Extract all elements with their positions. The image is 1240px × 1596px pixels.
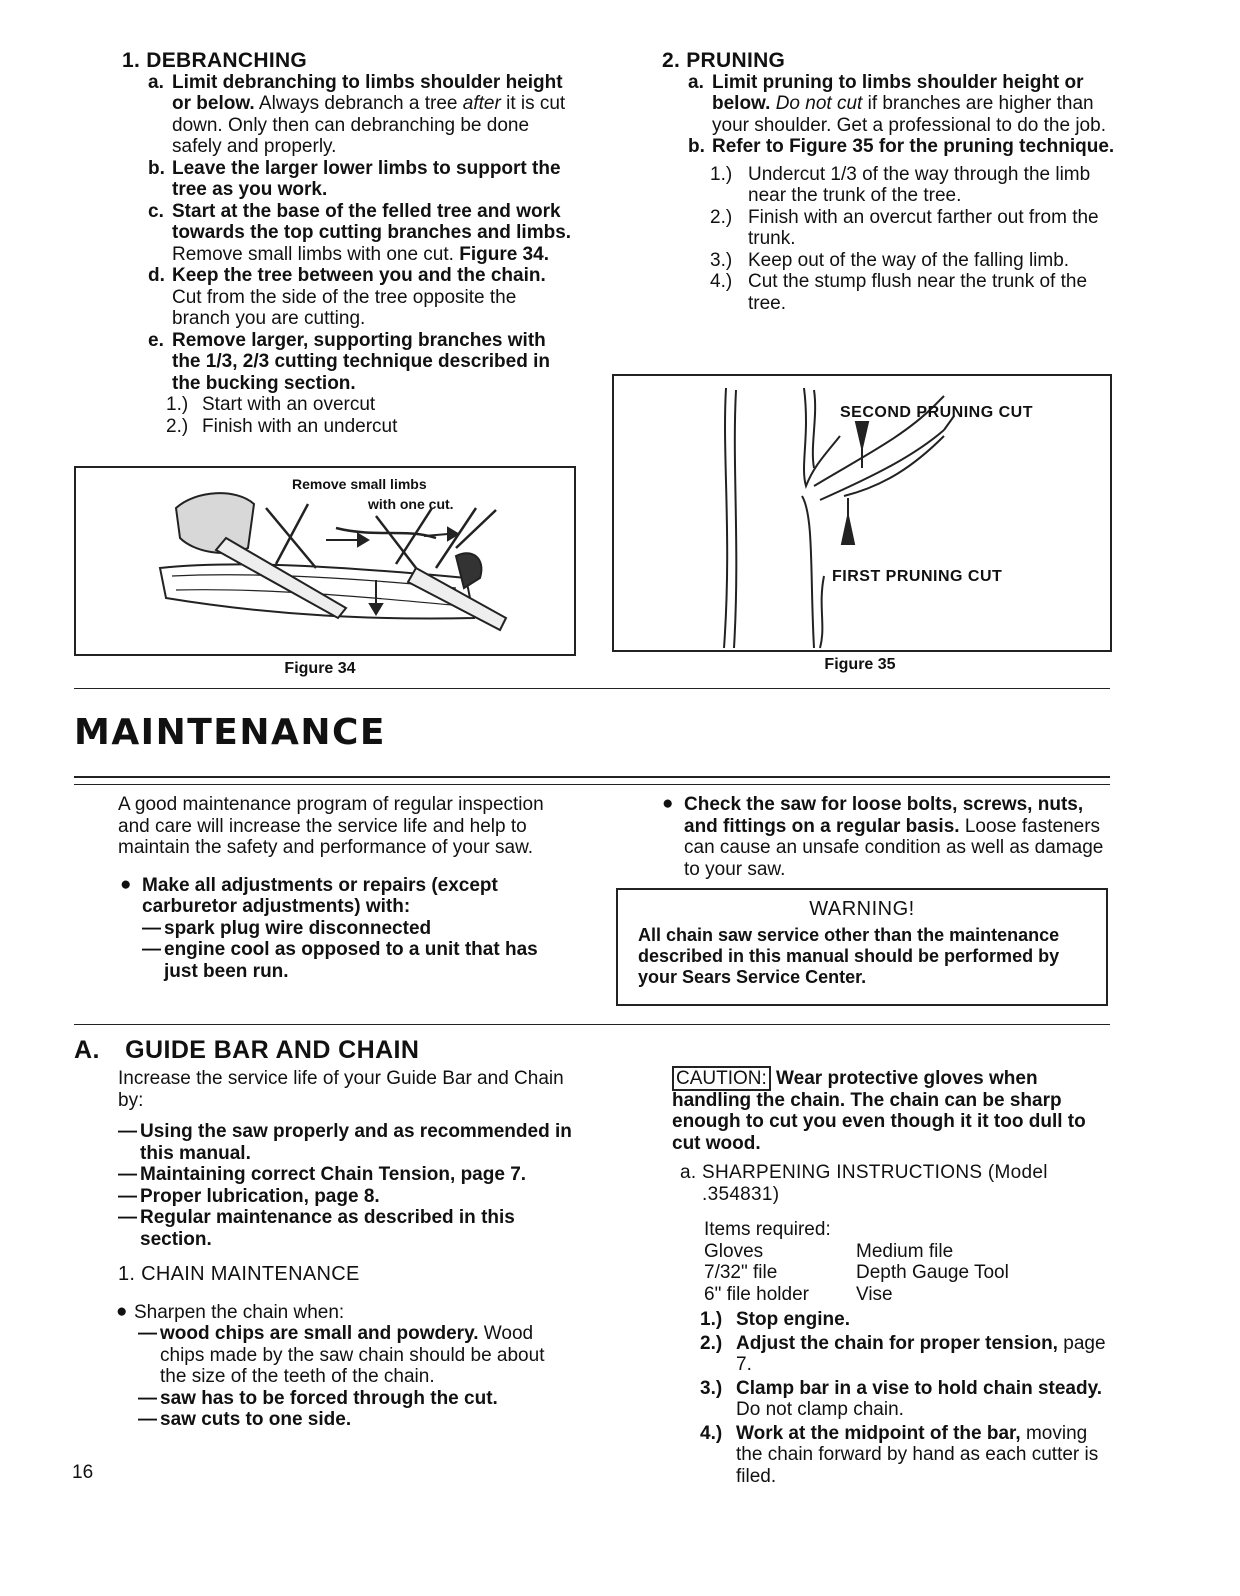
- debranching-item-b: b. Leave the larger lower limbs to support the tree as you work.: [148, 157, 561, 200]
- sharpening-heading: a. SHARPENING INSTRUCTIONS (Model .354831): [680, 1162, 1048, 1205]
- figure-35: [612, 374, 1112, 652]
- bullet-icon: ●: [120, 873, 132, 895]
- sharpen-dash-2: — saw has to be forced through the cut.: [138, 1387, 498, 1409]
- pruning-step-2: 2.) Finish with an overcut farther out from the trunk.: [710, 206, 1099, 249]
- maintenance-intro: A good maintenance program of regular inspection and care will increase the service life and help to maintain the safety and performance of your saw.: [118, 794, 544, 858]
- figure-35-caption: Figure 35: [824, 656, 896, 673]
- divider-top: [74, 688, 1110, 689]
- tools-list: [704, 1241, 1118, 1306]
- sharpen-dash-3: — saw cuts to one side.: [138, 1409, 352, 1430]
- debranching-step-2: 2.) Finish with an undercut: [166, 415, 398, 437]
- bullet-icon: ●: [116, 1300, 128, 1322]
- debranching-heading: 1. DEBRANCHING: [122, 49, 308, 72]
- divider-guide: [74, 1024, 1110, 1025]
- tool-item: Depth Gauge Tool: [856, 1262, 1009, 1283]
- adjustment-dash-2: — engine cool as opposed to a unit that has just been run.: [142, 939, 538, 982]
- caution-block: [672, 1068, 1118, 1154]
- sharpening-step-2: 2.) Adjust the chain for proper tension, page 7.: [700, 1332, 1106, 1375]
- figure-34-callout-line2: with one cut.: [368, 496, 454, 512]
- sharpening-step-4: 4.) Work at the midpoint of the bar, moving the chain forward by hand as each cutter is filed.: [700, 1422, 1099, 1487]
- guide-bar-title: GUIDE BAR AND CHAIN: [125, 1036, 420, 1064]
- adjustment-dash-1: — spark plug wire disconnected: [142, 917, 432, 939]
- chainsaw-drawing: [176, 493, 506, 630]
- divider-maint-2: [74, 784, 1110, 785]
- pruning-item-a: a. Limit pruning to limbs shoulder height or below. Do not cut if branches are higher than your shoulder. Get a professional to do the job.: [688, 71, 1106, 136]
- tree-trunk-drawing: [724, 388, 840, 648]
- tool-item: Gloves: [704, 1240, 764, 1262]
- tool-item: Medium file: [856, 1240, 954, 1262]
- sharpening-step-3: 3.) Clamp bar in a vise to hold chain steady. Do not clamp chain.: [700, 1377, 1103, 1420]
- figure-34-illustration: [76, 468, 574, 654]
- pruning-step-1: 1.) Undercut 1/3 of the way through the limb near the trunk of the tree.: [710, 163, 1091, 206]
- guide-bar-intro: Increase the service life of your Guide Bar and Chain by:: [118, 1068, 564, 1111]
- warning-text: All chain saw service other than the maintenance described in this manual should be performed by your Sears Service Center.: [638, 925, 1060, 987]
- divider-maint-1: [74, 776, 1110, 778]
- maintenance-right: [660, 794, 1112, 880]
- page-number: 16: [72, 1462, 94, 1483]
- guide-bar-dash-4: — Regular maintenance as described in this section.: [118, 1207, 515, 1250]
- check-saw-bullet: ● Check the saw for loose bolts, screws, nuts, and fittings on a regular basis. Loose fasteners can cause an unsafe condition as well as damage to your saw.: [662, 793, 1104, 880]
- guide-bar-heading: [74, 1036, 419, 1065]
- sharpening-section: [680, 1162, 1118, 1487]
- warning-box: [616, 888, 1108, 1006]
- caution-text: Wear protective gloves when handling the chain. The chain can be sharp enough to cut you even though it it too dull to cut wood.: [672, 1068, 1086, 1154]
- pruning-section: [662, 50, 1118, 314]
- debranching-item-d: d. Keep the tree between you and the chain. Cut from the side of the tree opposite the branch you are cutting.: [148, 265, 546, 329]
- debranching-section: [122, 50, 578, 437]
- debranching-step-1: 1.) Start with an overcut: [166, 394, 376, 415]
- maintenance-left: [118, 794, 574, 982]
- guide-bar-section: [118, 1068, 574, 1431]
- debranching-item-c: c. Start at the base of the felled tree and work towards the top cutting branches and limbs. Remove small limbs with one cut. Figure 34.: [148, 200, 572, 265]
- debranching-item-e: e. Remove larger, supporting branches with the 1/3, 2/3 cutting technique described in the bucking section.: [148, 329, 550, 394]
- figure-34: [74, 466, 576, 656]
- guide-bar-dash-3: — Proper lubrication, page 8.: [118, 1185, 380, 1207]
- pruning-heading: 2. PRUNING: [662, 49, 786, 72]
- tool-item: 6" file holder: [704, 1283, 809, 1305]
- guide-bar-dash-1: — Using the saw properly and as recommended in this manual.: [118, 1121, 572, 1164]
- bullet-icon: ●: [662, 793, 674, 814]
- pruning-step-3: 3.) Keep out of the way of the falling limb.: [710, 249, 1070, 271]
- sharpen-bullet: ● Sharpen the chain when:: [116, 1300, 345, 1323]
- second-pruning-cut-label: SECOND PRUNING CUT: [840, 404, 1034, 421]
- figure-34-caption: Figure 34: [284, 660, 356, 677]
- warning-title: WARNING!: [809, 898, 915, 920]
- guide-bar-dash-2: — Maintaining correct Chain Tension, page 7.: [118, 1164, 527, 1185]
- pruning-item-b: b. Refer to Figure 35 for the pruning technique.: [688, 136, 1115, 157]
- figure-34-callout-line1: Remove small limbs: [292, 476, 427, 492]
- guide-bar-letter: A.: [74, 1036, 100, 1064]
- debranching-item-a: a. Limit debranching to limbs shoulder height or below. Always debranch a tree after it is cut down. Only then can debranching be done safely and properly.: [148, 71, 566, 157]
- items-required-label: Items required:: [704, 1219, 831, 1240]
- tool-item: Vise: [856, 1283, 893, 1305]
- tool-item: 7/32" file: [704, 1262, 778, 1283]
- sharpening-step-1: 1.) Stop engine.: [700, 1309, 850, 1330]
- sharpen-dash-1: — wood chips are small and powdery. Wood chips made by the saw chain should be about the size of the teeth of the chain.: [138, 1323, 545, 1387]
- caution-tag: CAUTION:: [672, 1066, 771, 1091]
- adjustments-bullet: ● Make all adjustments or repairs (except carburetor adjustments) with:: [120, 873, 498, 917]
- maintenance-title: MAINTENANCE: [74, 712, 386, 753]
- chain-maintenance-heading: 1. CHAIN MAINTENANCE: [118, 1263, 360, 1285]
- first-pruning-cut-label: FIRST PRUNING CUT: [832, 568, 1003, 585]
- pruning-step-4: 4.) Cut the stump flush near the trunk of the tree.: [710, 271, 1088, 314]
